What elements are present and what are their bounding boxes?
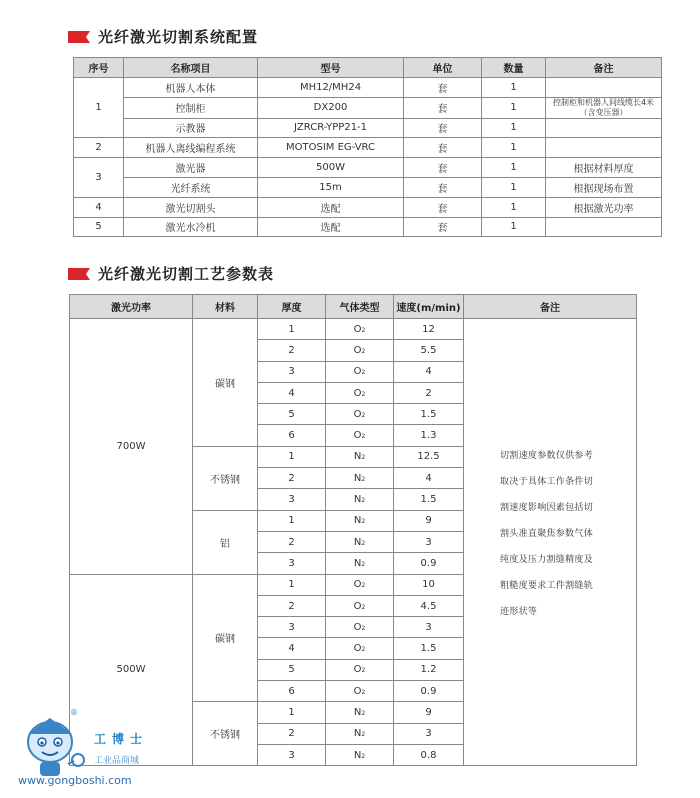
brand-tagline: 工业品商城 <box>94 756 140 766</box>
gas-subscript: 2 <box>361 709 366 717</box>
thickness-cell: 1 <box>258 319 326 340</box>
header-cell: 单位 <box>404 58 482 78</box>
speed-cell: 3 <box>394 617 464 638</box>
table-row <box>74 97 662 118</box>
gas-subscript: 2 <box>361 688 366 696</box>
item-note: 根据激光功率 <box>546 197 662 217</box>
gas-subscript: 2 <box>361 497 366 505</box>
gas-subscript: 2 <box>361 369 366 377</box>
thickness-cell: 5 <box>258 659 326 680</box>
item-note <box>546 77 662 97</box>
header-cell: 名称项目 <box>124 58 258 78</box>
gas-cell <box>326 531 394 552</box>
table-header-row <box>70 295 637 319</box>
thickness-cell: 2 <box>258 468 326 489</box>
gas-cell <box>326 404 394 425</box>
gas-symbol: O <box>353 664 362 676</box>
table-row <box>74 138 662 158</box>
item-qty: 1 <box>482 138 546 158</box>
table-row <box>74 158 662 178</box>
speed-cell: 0.9 <box>394 681 464 702</box>
gas-cell <box>326 510 394 531</box>
gas-cell <box>326 340 394 361</box>
speed-cell: 9 <box>394 510 464 531</box>
note-line: 割头准直聚焦参数气体 <box>500 529 594 539</box>
item-name: 激光水冷机 <box>124 217 258 237</box>
section-title-config <box>68 26 258 47</box>
speed-cell: 1.5 <box>394 638 464 659</box>
speed-cell: 1.5 <box>394 404 464 425</box>
speed-cell: 9 <box>394 702 464 723</box>
gas-cell <box>326 468 394 489</box>
header-cell: 型号 <box>258 58 404 78</box>
gas-symbol: O <box>353 323 362 335</box>
table-header-row <box>74 58 662 78</box>
row-number: 1 <box>74 77 124 138</box>
item-unit: 套 <box>404 97 482 118</box>
item-unit: 套 <box>404 217 482 237</box>
note-line: 迹形状等 <box>500 607 538 617</box>
thickness-cell: 1 <box>258 574 326 595</box>
item-name: 激光器 <box>124 158 258 178</box>
item-name: 控制柜 <box>124 97 258 118</box>
gas-symbol: N <box>353 536 362 548</box>
speed-cell: 5.5 <box>394 340 464 361</box>
params-table <box>69 294 637 766</box>
power-cell: 700W <box>70 319 193 575</box>
gas-subscript: 2 <box>361 454 366 462</box>
header-cell: 序号 <box>74 58 124 78</box>
gas-cell <box>326 319 394 340</box>
material-cell: 铝 <box>193 510 258 574</box>
header-cell: 厚度 <box>258 295 326 319</box>
item-note <box>546 97 662 118</box>
thickness-cell: 1 <box>258 446 326 467</box>
header-cell: 数量 <box>482 58 546 78</box>
params-note <box>464 319 637 766</box>
gas-symbol: N <box>353 451 362 463</box>
item-qty: 1 <box>482 77 546 97</box>
gas-cell <box>326 553 394 574</box>
gas-cell <box>326 489 394 510</box>
item-model: 选配 <box>258 197 404 217</box>
gas-cell <box>326 446 394 467</box>
table-row <box>74 217 662 237</box>
watermark <box>14 708 194 792</box>
item-qty: 1 <box>482 217 546 237</box>
gas-cell <box>326 638 394 659</box>
row-number: 5 <box>74 217 124 237</box>
table-row <box>74 197 662 217</box>
speed-cell: 0.8 <box>394 744 464 765</box>
gas-cell <box>326 617 394 638</box>
item-model: MOTOSIM EG-VRC <box>258 138 404 158</box>
item-note <box>546 118 662 138</box>
gas-cell <box>326 659 394 680</box>
material-cell: 不锈钢 <box>193 446 258 510</box>
thickness-cell: 3 <box>258 617 326 638</box>
item-note <box>546 138 662 158</box>
gas-subscript: 2 <box>361 603 366 611</box>
gas-subscript: 2 <box>361 539 366 547</box>
gas-symbol: O <box>353 366 362 378</box>
gas-cell <box>326 382 394 403</box>
gas-subscript: 2 <box>361 667 366 675</box>
thickness-cell: 2 <box>258 595 326 616</box>
row-number: 4 <box>74 197 124 217</box>
speed-cell: 4 <box>394 361 464 382</box>
item-unit: 套 <box>404 118 482 138</box>
gas-symbol: N <box>353 557 362 569</box>
power-cell: 500W <box>70 574 193 766</box>
gas-subscript: 2 <box>361 326 366 334</box>
note-line: 割速度影响因素包括切 <box>500 503 594 513</box>
gas-symbol: O <box>353 579 362 591</box>
item-unit: 套 <box>404 197 482 217</box>
red-marker-icon <box>68 268 90 280</box>
gas-subscript: 2 <box>361 411 366 419</box>
item-model: 选配 <box>258 217 404 237</box>
table-row <box>74 177 662 197</box>
thickness-cell: 2 <box>258 340 326 361</box>
speed-cell: 2 <box>394 382 464 403</box>
config-table <box>73 57 662 237</box>
table-row <box>74 118 662 138</box>
section-title-params <box>68 263 274 284</box>
thickness-cell: 2 <box>258 723 326 744</box>
gas-symbol: N <box>353 494 362 506</box>
item-qty: 1 <box>482 158 546 178</box>
gas-subscript: 2 <box>361 433 366 441</box>
item-note: 根据现场布置 <box>546 177 662 197</box>
thickness-cell: 3 <box>258 489 326 510</box>
speed-cell: 4 <box>394 468 464 489</box>
table-row <box>70 319 637 340</box>
gas-symbol: N <box>353 728 362 740</box>
registered-mark: ® <box>70 708 78 717</box>
mascot-icon <box>18 712 88 778</box>
section-title-text: 光纤激光切割工艺参数表 <box>98 265 275 283</box>
gas-symbol: O <box>353 408 362 420</box>
speed-cell: 10 <box>394 574 464 595</box>
item-name: 机器人本体 <box>124 77 258 97</box>
gas-cell <box>326 425 394 446</box>
gas-cell <box>326 361 394 382</box>
thickness-cell: 4 <box>258 382 326 403</box>
speed-cell: 12 <box>394 319 464 340</box>
gas-cell <box>326 744 394 765</box>
note-line: 取决于具体工作条件切 <box>500 477 594 487</box>
item-note: 根据材料厚度 <box>546 158 662 178</box>
gas-subscript: 2 <box>361 582 366 590</box>
thickness-cell: 3 <box>258 553 326 574</box>
gas-subscript: 2 <box>361 731 366 739</box>
gas-symbol: N <box>353 472 362 484</box>
gas-subscript: 2 <box>361 518 366 526</box>
item-qty: 1 <box>482 97 546 118</box>
item-qty: 1 <box>482 177 546 197</box>
thickness-cell: 6 <box>258 681 326 702</box>
speed-cell: 1.5 <box>394 489 464 510</box>
thickness-cell: 4 <box>258 638 326 659</box>
gas-subscript: 2 <box>361 646 366 654</box>
thickness-cell: 3 <box>258 361 326 382</box>
item-model: MH12/MH24 <box>258 77 404 97</box>
item-model: 15m <box>258 177 404 197</box>
item-unit: 套 <box>404 177 482 197</box>
gas-cell <box>326 574 394 595</box>
gas-symbol: O <box>353 643 362 655</box>
gas-cell <box>326 702 394 723</box>
header-cell: 气体类型 <box>326 295 394 319</box>
gas-cell <box>326 681 394 702</box>
item-name: 示教器 <box>124 118 258 138</box>
gas-symbol: N <box>353 515 362 527</box>
item-qty: 1 <box>482 197 546 217</box>
brand-url: www.gongboshi.com <box>18 774 132 787</box>
table-row <box>74 77 662 97</box>
item-name: 激光切割头 <box>124 197 258 217</box>
gas-subscript: 2 <box>361 752 366 760</box>
gas-symbol: N <box>353 749 362 761</box>
material-cell: 碳钢 <box>193 574 258 702</box>
gas-subscript: 2 <box>361 347 366 355</box>
thickness-cell: 6 <box>258 425 326 446</box>
red-marker-icon <box>68 31 90 43</box>
item-note <box>546 217 662 237</box>
item-model: DX200 <box>258 97 404 118</box>
gas-cell <box>326 723 394 744</box>
note-line: 纯度及压力割缝精度及 <box>500 555 594 565</box>
gas-symbol: O <box>353 600 362 612</box>
gas-symbol: O <box>353 621 362 633</box>
item-model: JZRCR-YPP21-1 <box>258 118 404 138</box>
gas-symbol: O <box>353 430 362 442</box>
gas-symbol: O <box>353 387 362 399</box>
gas-subscript: 2 <box>361 475 366 483</box>
gas-subscript: 2 <box>361 560 366 568</box>
item-unit: 套 <box>404 77 482 97</box>
thickness-cell: 5 <box>258 404 326 425</box>
note-line: 切割速度参数仅供参考 <box>500 451 594 461</box>
gas-cell <box>326 595 394 616</box>
note-line: 粗糙度要求工件割缝轨 <box>500 581 594 591</box>
speed-cell: 12.5 <box>394 446 464 467</box>
header-cell: 激光功率 <box>70 295 193 319</box>
speed-cell: 4.5 <box>394 595 464 616</box>
header-cell: 材料 <box>193 295 258 319</box>
thickness-cell: 1 <box>258 702 326 723</box>
row-number: 3 <box>74 158 124 198</box>
material-cell: 碳钢 <box>193 319 258 447</box>
brand-name: 工博士 <box>94 732 149 746</box>
gas-subscript: 2 <box>361 624 366 632</box>
section-title-text: 光纤激光切割系统配置 <box>98 28 259 46</box>
speed-cell: 3 <box>394 723 464 744</box>
header-cell: 备注 <box>464 295 637 319</box>
item-qty: 1 <box>482 118 546 138</box>
speed-cell: 3 <box>394 531 464 552</box>
note-line: 控制柜和机器人间线缆长4米 <box>552 97 655 107</box>
item-name: 光纤系统 <box>124 177 258 197</box>
row-number: 2 <box>74 138 124 158</box>
gas-symbol: N <box>353 706 362 718</box>
thickness-cell: 2 <box>258 531 326 552</box>
material-cell: 不锈钢 <box>193 702 258 766</box>
header-cell: 备注 <box>546 58 662 78</box>
gas-symbol: O <box>353 344 362 356</box>
item-unit: 套 <box>404 158 482 178</box>
item-name: 机器人离线编程系统 <box>124 138 258 158</box>
header-cell: 速度(m/min) <box>394 295 464 319</box>
speed-cell: 0.9 <box>394 553 464 574</box>
item-model: 500W <box>258 158 404 178</box>
gas-symbol: O <box>353 685 362 697</box>
speed-cell: 1.3 <box>394 425 464 446</box>
note-line: （含变压器） <box>579 107 628 117</box>
item-unit: 套 <box>404 138 482 158</box>
speed-cell: 1.2 <box>394 659 464 680</box>
thickness-cell: 3 <box>258 744 326 765</box>
thickness-cell: 1 <box>258 510 326 531</box>
gas-subscript: 2 <box>361 390 366 398</box>
